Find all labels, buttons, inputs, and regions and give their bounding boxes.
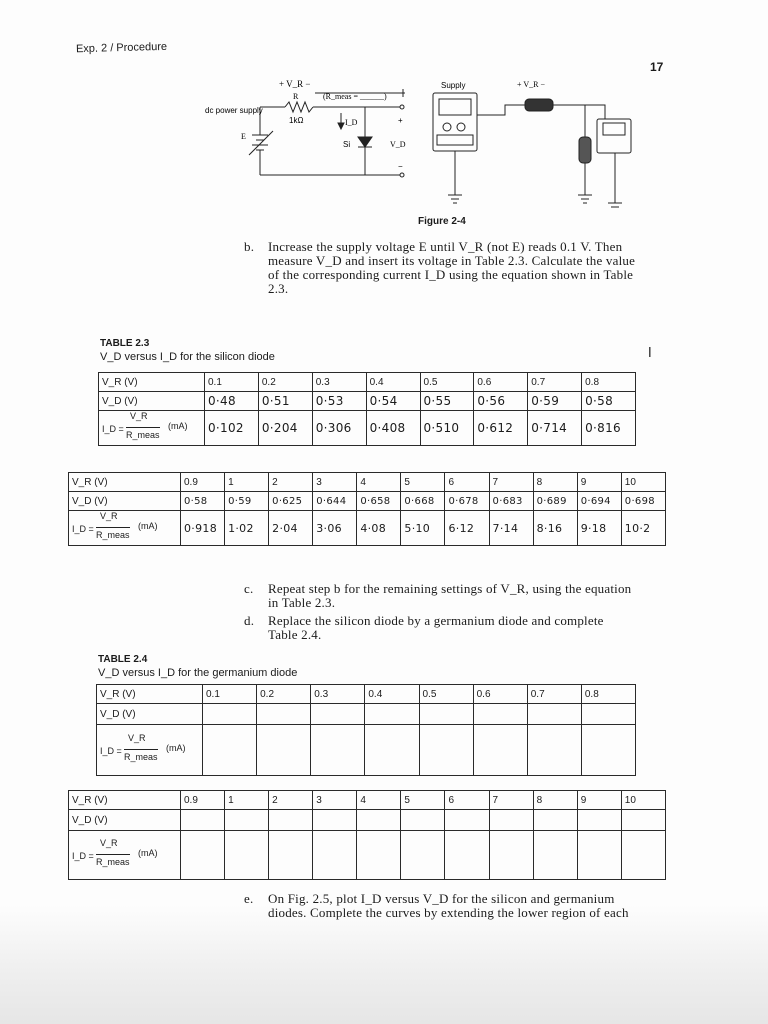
vd-cell [401,810,445,831]
vr-cell: 10 [621,791,665,810]
vd-cell: 0·58 [582,392,636,411]
formula-denominator: R_meas [124,752,158,762]
formula-numerator: V_R [100,511,118,521]
formula-numerator: V_R [130,411,148,421]
step-d [244,614,674,644]
step-b-label: b. [244,239,255,254]
vr-cell: 4 [357,791,401,810]
vr-cell: 5 [401,791,445,810]
table-2-3-subtitle: V_D versus I_D for the silicon diode [100,351,275,363]
formula-numerator: V_R [128,733,146,743]
step-b-line: of the corresponding current I_D using the equation shown in Table [268,267,634,282]
id-cell [203,725,257,776]
table-row [97,685,636,704]
vd-cell [257,704,311,725]
vd-cell [313,810,357,831]
vr-cell: 0.8 [581,685,635,704]
id-cell: 0·408 [366,411,420,446]
row-label-vd: V_D (V) [99,392,205,411]
vr-cell: 0.5 [419,685,473,704]
step-b [244,240,674,300]
table-2-4-subtitle: V_D versus I_D for the germanium diode [98,667,298,679]
vd-cell: 0·56 [474,392,528,411]
fraction-bar [96,527,130,528]
formula-numerator: V_R [100,838,118,848]
vd-cell: 0·58 [181,492,225,511]
vr-cell: 0.6 [474,373,528,392]
fraction-bar [96,854,130,855]
fraction-bar [124,749,158,750]
vd-cell: 0·683 [489,492,533,511]
row-label-id [69,831,181,880]
row-label-vd: V_D (V) [97,704,203,725]
vd-cell: 0·644 [313,492,357,511]
id-cell [419,725,473,776]
vr-cell: 9 [577,791,621,810]
table-2-4-part2 [68,790,666,880]
vr-cell: 7 [489,791,533,810]
vd-cell [225,810,269,831]
id-cell: 0·510 [420,411,474,446]
figure-2-4 [205,75,645,220]
e-label: E [241,132,246,141]
resistor-value: 1kΩ [289,116,304,125]
id-formula [72,511,177,545]
table-row [69,511,666,546]
id-cell: 3·06 [313,511,357,546]
vr-cell: 0.9 [181,473,225,492]
table-row [99,373,636,392]
vd-cell: 0·48 [205,392,259,411]
vd-cell [445,810,489,831]
vr-cell: 10 [621,473,665,492]
id-cell [581,725,635,776]
page-number: 17 [650,60,664,74]
step-b-line: 2.3. [268,281,289,296]
si-label: Si [343,140,351,149]
vd-cell [365,704,419,725]
vd-label: V_D [390,140,406,149]
step-c-line: Repeat step b for the remaining settings of V_R, using the equation [268,581,632,596]
vd-cell [181,810,225,831]
vd-cell: 0·59 [528,392,582,411]
minus-label: − [398,162,403,171]
id-cell [445,831,489,880]
vr-cell: 7 [489,473,533,492]
vr-cell: 8 [533,791,577,810]
step-d-line: Replace the silicon diode by a germanium diode and complete [268,613,604,628]
table-row [69,831,666,880]
vd-cell: 0·625 [269,492,313,511]
vd-cell [527,704,581,725]
table-row [69,791,666,810]
id-formula [102,411,201,445]
formula-lhs: I_D = [72,851,94,861]
id-cell: 2·04 [269,511,313,546]
vd-cell: 0·668 [401,492,445,511]
id-cell: 8·16 [533,511,577,546]
row-label-id [97,725,203,776]
vr-cell: 0.1 [205,373,259,392]
vd-cell: 0·694 [577,492,621,511]
vd-cell [581,704,635,725]
id-cell [181,831,225,880]
vr-label: + V_R − [279,79,311,89]
vd-cell: 0·53 [312,392,366,411]
id-cell [489,831,533,880]
plus-label: + [398,116,403,125]
vr-cell: 0.2 [258,373,312,392]
vd-cell [533,810,577,831]
margin-mark: ǀ [648,344,652,360]
vr-cell: 6 [445,791,489,810]
table-row [69,473,666,492]
r-label: R [293,92,299,101]
vr-cell: 1 [225,473,269,492]
vr-cell: 4 [357,473,401,492]
table-row [69,492,666,511]
vr-cell: 0.5 [420,373,474,392]
id-cell [401,831,445,880]
vd-cell [489,810,533,831]
table-2-4-part1 [96,684,636,776]
formula-denominator: R_meas [126,430,160,440]
vr-cell: 0.3 [312,373,366,392]
formula-unit: (mA) [138,521,158,531]
id-cell: 1·02 [225,511,269,546]
formula-unit: (mA) [166,743,186,753]
table-2-4-title: TABLE 2.4 [98,654,148,665]
vr-cell: 0.7 [527,685,581,704]
id-cell: 0·306 [312,411,366,446]
vd-cell: 0·59 [225,492,269,511]
id-formula [100,733,199,767]
vr-cell: 5 [401,473,445,492]
vd-cell: 0·678 [445,492,489,511]
vr-cell: 8 [533,473,577,492]
vr-cell: 0.4 [366,373,420,392]
circuit-diagram [205,75,645,220]
table-row [97,704,636,725]
formula-unit: (mA) [138,848,158,858]
row-label-id [69,511,181,546]
vr-cell: 9 [577,473,621,492]
id-cell: 0·102 [205,411,259,446]
step-e-label: e. [244,891,254,906]
vd-cell [269,810,313,831]
row-label-vr: V_R (V) [69,791,181,810]
id-cell [313,831,357,880]
rmeas-label: (R_meas = ______) [323,92,387,101]
vr-cell: 1 [225,791,269,810]
formula-denominator: R_meas [96,530,130,540]
id-cell: 0·612 [474,411,528,446]
vd-cell [203,704,257,725]
scan-shadow [0,905,768,1024]
id-cell: 0·918 [181,511,225,546]
id-cell [621,831,665,880]
formula-lhs: I_D = [72,524,94,534]
vr-cell: 0.1 [203,685,257,704]
row-label-vd: V_D (V) [69,492,181,511]
fraction-bar [126,427,160,428]
row-label-vr: V_R (V) [97,685,203,704]
supply-label: Supply [441,81,466,90]
section-header: Exp. 2 / Procedure [75,40,168,56]
vr-cell: 3 [313,791,357,810]
vd-cell [473,704,527,725]
id-cell: 0·204 [258,411,312,446]
vr-cell: 0.8 [582,373,636,392]
vr-cell: 0.6 [473,685,527,704]
vd-cell: 0·51 [258,392,312,411]
vr-cell: 3 [313,473,357,492]
id-cell [365,725,419,776]
step-d-line: Table 2.4. [268,627,322,642]
vr-cell: 2 [269,473,313,492]
id-cell [257,725,311,776]
step-e-line: diodes. Complete the curves by extending the lower region of each [268,905,629,920]
formula-lhs: I_D = [102,424,124,434]
id-cell [225,831,269,880]
vr-cell: 6 [445,473,489,492]
vr-right-label: + V_R − [517,80,545,89]
table-row [69,810,666,831]
vd-cell: 0·658 [357,492,401,511]
step-b-line: Increase the supply voltage E until V_R (not E) reads 0.1 V. Then [268,239,623,254]
formula-denominator: R_meas [96,857,130,867]
id-cell [577,831,621,880]
vr-cell: 2 [269,791,313,810]
id-cell: 4·08 [357,511,401,546]
step-e [244,892,674,922]
id-cell: 6·12 [445,511,489,546]
id-cell [311,725,365,776]
step-d-text [268,614,604,642]
vr-cell: 0.3 [311,685,365,704]
id-cell: 5·10 [401,511,445,546]
row-label-vr: V_R (V) [69,473,181,492]
table-row [99,411,636,446]
vr-cell: 0.7 [528,373,582,392]
step-c-line: in Table 2.3. [268,595,336,610]
id-cell [533,831,577,880]
vd-cell: 0·689 [533,492,577,511]
table-2-3-title: TABLE 2.3 [100,338,150,349]
step-d-label: d. [244,613,255,628]
table-2-3-part1 [98,372,636,446]
dc-supply-label: dc power supply [205,106,263,115]
vd-cell [621,810,665,831]
vd-cell [311,704,365,725]
step-b-line: measure V_D and insert its voltage in Table 2.3. Calculate the value [268,253,636,268]
id-cell: 9·18 [577,511,621,546]
step-b-text [268,240,635,296]
figure-caption: Figure 2-4 [418,216,466,227]
vd-cell: 0·698 [621,492,665,511]
vr-cell: 0.4 [365,685,419,704]
id-formula [72,838,177,872]
row-label-vr: V_R (V) [99,373,205,392]
id-cell: 7·14 [489,511,533,546]
step-c [244,582,674,612]
id-cell: 0·714 [528,411,582,446]
step-c-label: c. [244,581,254,596]
id-cell [527,725,581,776]
vd-cell [577,810,621,831]
id-cell [269,831,313,880]
id-label: I_D [345,118,358,127]
step-c-text [268,582,631,610]
row-label-vd: V_D (V) [69,810,181,831]
formula-unit: (mA) [168,421,188,431]
vd-cell: 0·55 [420,392,474,411]
vd-cell [357,810,401,831]
step-e-line: On Fig. 2.5, plot I_D versus V_D for the silicon and germanium [268,891,615,906]
row-label-id [99,411,205,446]
table-row [99,392,636,411]
formula-lhs: I_D = [100,746,122,756]
id-cell: 0·816 [582,411,636,446]
vr-cell: 0.9 [181,791,225,810]
table-row [97,725,636,776]
id-cell [357,831,401,880]
step-e-text [268,892,629,920]
id-cell: 10·2 [621,511,665,546]
vd-cell: 0·54 [366,392,420,411]
table-2-3-part2 [68,472,666,546]
id-cell [473,725,527,776]
vr-cell: 0.2 [257,685,311,704]
vd-cell [419,704,473,725]
